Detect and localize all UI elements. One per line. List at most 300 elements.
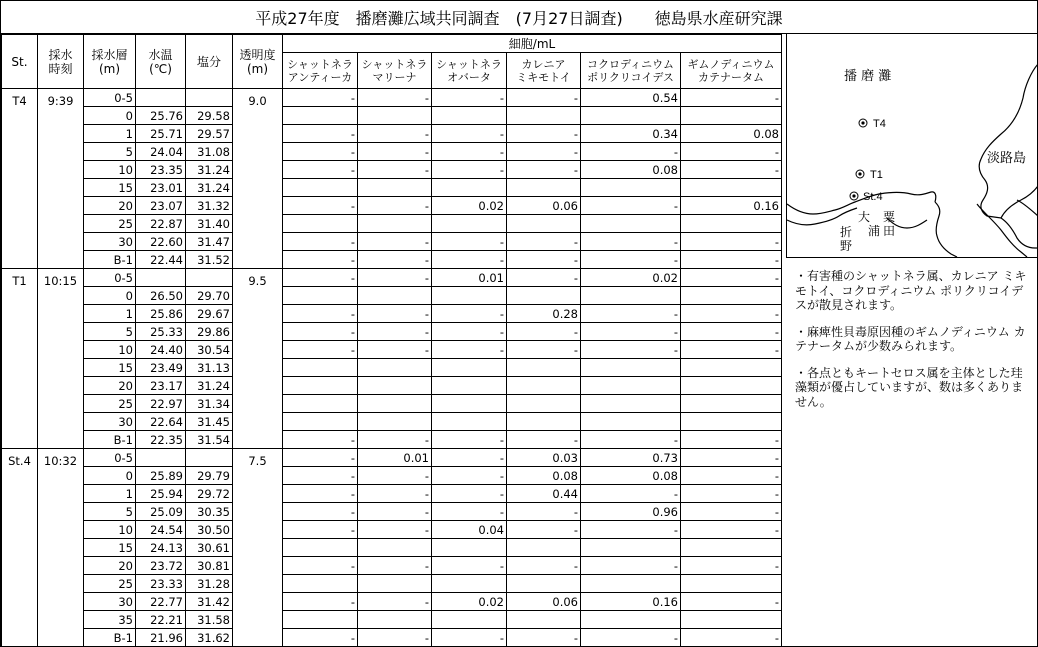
- cell-count: [507, 377, 581, 395]
- cell-count: -: [432, 629, 507, 647]
- cell-count: [432, 377, 507, 395]
- cell-count: 0.02: [432, 593, 507, 611]
- cell-count: 0.02: [432, 197, 507, 215]
- depth-cell: 1: [84, 485, 136, 503]
- cell-count: -: [507, 557, 581, 575]
- cell-count: 0.34: [581, 125, 681, 143]
- cell-count: [507, 179, 581, 197]
- cell-count: -: [358, 233, 432, 251]
- cell-count: [681, 539, 782, 557]
- cell-count: [581, 377, 681, 395]
- depth-cell: 30: [84, 233, 136, 251]
- depth-cell: B-1: [84, 251, 136, 269]
- table-row: [2, 413, 782, 431]
- cell-count: -: [432, 485, 507, 503]
- cell-count: -: [432, 251, 507, 269]
- cell-count: -: [358, 161, 432, 179]
- table-row: [2, 125, 782, 143]
- table-row: [2, 449, 782, 467]
- salinity-cell: 31.34: [186, 395, 233, 413]
- salinity-cell: 31.58: [186, 611, 233, 629]
- table-row: [2, 305, 782, 323]
- temperature-cell: [136, 89, 186, 107]
- salinity-cell: 31.24: [186, 161, 233, 179]
- cell-count: -: [681, 521, 782, 539]
- salinity-cell: 29.86: [186, 323, 233, 341]
- cell-count: 0.06: [507, 197, 581, 215]
- salinity-cell: 31.24: [186, 377, 233, 395]
- depth-cell: 10: [84, 161, 136, 179]
- cell-count: [432, 215, 507, 233]
- cell-count: [507, 575, 581, 593]
- table-body: [2, 89, 782, 647]
- cell-count: -: [581, 521, 681, 539]
- table-row: [2, 611, 782, 629]
- cell-count: -: [681, 305, 782, 323]
- cell-count: [283, 359, 358, 377]
- depth-cell: 5: [84, 323, 136, 341]
- cell-count: [681, 287, 782, 305]
- cell-count: -: [581, 485, 681, 503]
- cell-count: [432, 395, 507, 413]
- depth-cell: 15: [84, 539, 136, 557]
- table-row: [2, 431, 782, 449]
- cell-count: 0.96: [581, 503, 681, 521]
- table-row: [2, 395, 782, 413]
- salinity-cell: 31.08: [186, 143, 233, 161]
- salinity-cell: [186, 89, 233, 107]
- temperature-cell: 22.64: [136, 413, 186, 431]
- cell-count: [581, 359, 681, 377]
- map-drawing: [787, 34, 1038, 257]
- cell-count: [507, 107, 581, 125]
- map-label-place: 浦: [868, 224, 881, 238]
- cell-count: 0.08: [681, 125, 782, 143]
- cell-count: -: [283, 233, 358, 251]
- depth-cell: 1: [84, 125, 136, 143]
- temperature-cell: 23.33: [136, 575, 186, 593]
- cell-count: [358, 539, 432, 557]
- cell-count: -: [681, 629, 782, 647]
- cell-count: -: [283, 305, 358, 323]
- cell-count: -: [681, 323, 782, 341]
- cell-count: -: [358, 89, 432, 107]
- station-marker-t4: [859, 118, 886, 130]
- cell-count: [358, 395, 432, 413]
- transparency-cell: 9.0: [233, 89, 283, 269]
- cell-count: [581, 215, 681, 233]
- cell-count: -: [681, 485, 782, 503]
- cell-count: -: [507, 269, 581, 287]
- map-label-harima-nada: 播 磨 灘: [844, 69, 892, 84]
- cell-count: -: [507, 629, 581, 647]
- cell-count: [681, 359, 782, 377]
- cell-count: 0.06: [507, 593, 581, 611]
- cell-count: [507, 413, 581, 431]
- cell-count: [358, 215, 432, 233]
- cell-count: -: [681, 143, 782, 161]
- cell-count: -: [681, 251, 782, 269]
- transparency-cell: 9.5: [233, 269, 283, 449]
- header-transparency: 透明度 (m): [233, 35, 283, 89]
- cell-count: [681, 395, 782, 413]
- cell-count: -: [681, 269, 782, 287]
- cell-count: -: [681, 431, 782, 449]
- salinity-cell: 30.54: [186, 341, 233, 359]
- cell-count: -: [581, 197, 681, 215]
- cell-count: [283, 413, 358, 431]
- cell-count: [432, 179, 507, 197]
- temperature-cell: 23.17: [136, 377, 186, 395]
- note-diatoms: ・各点ともキートセロス属を主体とした珪藻類が優占していますが、数は多くありません。: [795, 365, 1024, 409]
- salinity-cell: 31.13: [186, 359, 233, 377]
- cell-count: -: [283, 197, 358, 215]
- cell-count: [581, 107, 681, 125]
- cell-count: [432, 611, 507, 629]
- table-row: [2, 233, 782, 251]
- temperature-cell: 23.07: [136, 197, 186, 215]
- cell-count: -: [358, 197, 432, 215]
- depth-cell: 25: [84, 575, 136, 593]
- cell-count: 0.28: [507, 305, 581, 323]
- cell-count: -: [507, 125, 581, 143]
- cell-count: -: [358, 305, 432, 323]
- cell-count: [358, 575, 432, 593]
- cell-count: -: [432, 161, 507, 179]
- cell-count: -: [581, 233, 681, 251]
- temperature-cell: 22.21: [136, 611, 186, 629]
- cell-count: -: [358, 323, 432, 341]
- station-map: [786, 34, 1038, 258]
- cell-count: -: [581, 557, 681, 575]
- station-marker-st4: [850, 191, 883, 203]
- cell-count: -: [283, 557, 358, 575]
- temperature-cell: 25.71: [136, 125, 186, 143]
- station-name: T1: [2, 269, 38, 449]
- temperature-cell: [136, 449, 186, 467]
- cell-count: [581, 179, 681, 197]
- cell-count: [432, 413, 507, 431]
- cell-count: [358, 107, 432, 125]
- cell-count: -: [283, 341, 358, 359]
- table-row: [2, 89, 782, 107]
- temperature-cell: 24.13: [136, 539, 186, 557]
- note-harmful-species: ・有害種のシャットネラ属、カレニア ミキモトイ、コクロディニウム ポリクリコイデスが散見されます。: [795, 269, 1027, 312]
- cell-count: -: [358, 269, 432, 287]
- salinity-cell: 29.72: [186, 485, 233, 503]
- cell-count: -: [507, 161, 581, 179]
- cell-count: [681, 179, 782, 197]
- svg-text:T1: T1: [870, 169, 883, 181]
- salinity-cell: 29.57: [186, 125, 233, 143]
- temperature-cell: 21.96: [136, 629, 186, 647]
- cell-count: -: [507, 89, 581, 107]
- header-time: 採水 時刻: [38, 35, 84, 89]
- notes: [795, 269, 1031, 421]
- temperature-cell: 22.60: [136, 233, 186, 251]
- cell-count: -: [358, 143, 432, 161]
- cell-count: [358, 287, 432, 305]
- svg-text:T4: T4: [873, 118, 886, 130]
- map-label-place: 田: [883, 224, 896, 238]
- cell-count: [681, 215, 782, 233]
- table-row: [2, 251, 782, 269]
- depth-cell: 0: [84, 287, 136, 305]
- temperature-cell: 22.44: [136, 251, 186, 269]
- cell-count: -: [283, 161, 358, 179]
- depth-cell: 10: [84, 341, 136, 359]
- depth-cell: 25: [84, 395, 136, 413]
- table-row: [2, 485, 782, 503]
- depth-cell: 20: [84, 197, 136, 215]
- cell-count: -: [507, 251, 581, 269]
- cell-count: [507, 539, 581, 557]
- cell-count: -: [283, 323, 358, 341]
- cell-count: [507, 611, 581, 629]
- cell-count: -: [283, 593, 358, 611]
- table-row: [2, 557, 782, 575]
- cell-count: -: [681, 557, 782, 575]
- cell-count: 0.73: [581, 449, 681, 467]
- table-row: [2, 341, 782, 359]
- temperature-cell: 22.87: [136, 215, 186, 233]
- cell-count: [581, 395, 681, 413]
- cell-count: -: [581, 143, 681, 161]
- cell-count: -: [581, 305, 681, 323]
- cell-count: 0.01: [432, 269, 507, 287]
- cell-count: 0.02: [581, 269, 681, 287]
- cell-count: [581, 413, 681, 431]
- cell-count: [681, 107, 782, 125]
- sample-time: 10:32: [38, 449, 84, 647]
- temperature-cell: 23.01: [136, 179, 186, 197]
- note-psp-species: ・麻痺性貝毒原因種のギムノディニウム カテナータムが少数みられます。: [795, 324, 1026, 353]
- cell-count: 0.08: [581, 467, 681, 485]
- temperature-cell: 23.35: [136, 161, 186, 179]
- cell-count: [283, 377, 358, 395]
- depth-cell: 20: [84, 377, 136, 395]
- salinity-cell: 29.58: [186, 107, 233, 125]
- depth-cell: 10: [84, 521, 136, 539]
- cell-count: -: [507, 521, 581, 539]
- cell-count: -: [507, 143, 581, 161]
- cell-count: -: [283, 467, 358, 485]
- cell-count: -: [681, 593, 782, 611]
- cell-count: -: [283, 269, 358, 287]
- cell-count: -: [358, 431, 432, 449]
- header-species: カレニア ミキモトイ: [507, 53, 581, 89]
- cell-count: -: [358, 629, 432, 647]
- cell-count: -: [432, 143, 507, 161]
- salinity-cell: 31.24: [186, 179, 233, 197]
- cell-count: -: [507, 341, 581, 359]
- temperature-cell: 24.40: [136, 341, 186, 359]
- cell-count: -: [358, 521, 432, 539]
- cell-count: -: [358, 341, 432, 359]
- depth-cell: 0-5: [84, 269, 136, 287]
- salinity-cell: [186, 269, 233, 287]
- cell-count: 0.54: [581, 89, 681, 107]
- cell-count: -: [581, 629, 681, 647]
- depth-cell: 0: [84, 107, 136, 125]
- temperature-cell: 25.86: [136, 305, 186, 323]
- cell-count: -: [432, 341, 507, 359]
- salinity-cell: 31.32: [186, 197, 233, 215]
- salinity-cell: 30.61: [186, 539, 233, 557]
- cell-count: [681, 611, 782, 629]
- table-row: [2, 215, 782, 233]
- salinity-cell: [186, 449, 233, 467]
- table-row: [2, 467, 782, 485]
- table-row: [2, 359, 782, 377]
- header-species: シャットネラ オバータ: [432, 53, 507, 89]
- map-label-place: 野: [840, 239, 853, 253]
- depth-cell: 30: [84, 593, 136, 611]
- cell-count: [358, 413, 432, 431]
- depth-cell: 30: [84, 413, 136, 431]
- cell-count: 0.08: [507, 467, 581, 485]
- cell-count: -: [681, 161, 782, 179]
- cell-count: -: [283, 521, 358, 539]
- salinity-cell: 31.52: [186, 251, 233, 269]
- temperature-cell: 23.72: [136, 557, 186, 575]
- cell-count: -: [358, 593, 432, 611]
- depth-cell: 35: [84, 611, 136, 629]
- cell-count: -: [681, 503, 782, 521]
- station-name: T4: [2, 89, 38, 269]
- cell-count: [283, 395, 358, 413]
- cell-count: -: [283, 143, 358, 161]
- depth-cell: 15: [84, 359, 136, 377]
- cell-count: [432, 287, 507, 305]
- temperature-cell: 25.94: [136, 485, 186, 503]
- table-row: [2, 539, 782, 557]
- header-cells-unit: 細胞/mL: [283, 35, 782, 53]
- cell-count: [358, 359, 432, 377]
- salinity-cell: 31.40: [186, 215, 233, 233]
- depth-cell: B-1: [84, 431, 136, 449]
- station-name: St.4: [2, 449, 38, 647]
- cell-count: [507, 215, 581, 233]
- cell-count: [581, 575, 681, 593]
- table-row: [2, 107, 782, 125]
- cell-count: [507, 395, 581, 413]
- cell-count: -: [432, 89, 507, 107]
- depth-cell: 15: [84, 179, 136, 197]
- cell-count: -: [432, 125, 507, 143]
- sample-time: 9:39: [38, 89, 84, 269]
- cell-count: -: [507, 431, 581, 449]
- depth-cell: 5: [84, 143, 136, 161]
- salinity-cell: 31.47: [186, 233, 233, 251]
- table-row: [2, 323, 782, 341]
- cell-count: -: [358, 125, 432, 143]
- table-row: [2, 197, 782, 215]
- cell-count: [432, 359, 507, 377]
- cell-count: -: [681, 467, 782, 485]
- report-title: 平成27年度 播磨灘広域共同調査 (7月27日調査) 徳島県水産研究課: [1, 1, 1037, 34]
- cell-count: -: [432, 449, 507, 467]
- cell-count: [432, 575, 507, 593]
- map-label-place: 粟: [883, 210, 896, 224]
- cell-count: -: [581, 431, 681, 449]
- depth-cell: 0-5: [84, 449, 136, 467]
- salinity-cell: 30.35: [186, 503, 233, 521]
- header-species: コクロディニウム ポリクリコイデス: [581, 53, 681, 89]
- salinity-cell: 31.62: [186, 629, 233, 647]
- cell-count: -: [283, 89, 358, 107]
- cell-count: -: [432, 557, 507, 575]
- cell-count: 0.03: [507, 449, 581, 467]
- cell-count: -: [358, 557, 432, 575]
- cell-count: [358, 377, 432, 395]
- cell-count: 0.16: [681, 197, 782, 215]
- cell-count: [358, 611, 432, 629]
- cell-count: -: [432, 305, 507, 323]
- salinity-cell: 29.67: [186, 305, 233, 323]
- cell-count: -: [283, 503, 358, 521]
- cell-count: -: [681, 233, 782, 251]
- temperature-cell: [136, 269, 186, 287]
- cell-count: -: [432, 233, 507, 251]
- cell-count: [283, 287, 358, 305]
- cell-count: [681, 413, 782, 431]
- header-salinity: 塩分: [186, 35, 233, 89]
- temperature-cell: 25.89: [136, 467, 186, 485]
- cell-count: [283, 575, 358, 593]
- header-species: シャットネラ アンティーカ: [283, 53, 358, 89]
- cell-count: [507, 359, 581, 377]
- cell-count: -: [358, 503, 432, 521]
- cell-count: -: [283, 251, 358, 269]
- cell-count: -: [358, 467, 432, 485]
- cell-count: -: [681, 341, 782, 359]
- table-row: [2, 575, 782, 593]
- table-row: [2, 377, 782, 395]
- salinity-cell: 29.79: [186, 467, 233, 485]
- header-temperature: 水温 (℃): [136, 35, 186, 89]
- temperature-cell: 26.50: [136, 287, 186, 305]
- salinity-cell: 29.70: [186, 287, 233, 305]
- depth-cell: 0-5: [84, 89, 136, 107]
- cell-count: [283, 215, 358, 233]
- table-row: [2, 629, 782, 647]
- map-label-awaji-island: 淡路島: [987, 151, 1027, 166]
- cell-count: -: [283, 125, 358, 143]
- cell-count: -: [432, 323, 507, 341]
- salinity-cell: 31.42: [186, 593, 233, 611]
- cell-count: -: [581, 251, 681, 269]
- cell-count: -: [283, 629, 358, 647]
- cell-count: [681, 575, 782, 593]
- table-row: [2, 269, 782, 287]
- cell-count: -: [283, 449, 358, 467]
- temperature-cell: 22.35: [136, 431, 186, 449]
- salinity-cell: 30.81: [186, 557, 233, 575]
- cell-count: -: [283, 485, 358, 503]
- cell-count: 0.44: [507, 485, 581, 503]
- depth-cell: 25: [84, 215, 136, 233]
- header-species: シャットネラ マリーナ: [358, 53, 432, 89]
- temperature-cell: 22.97: [136, 395, 186, 413]
- cell-count: [283, 539, 358, 557]
- cell-count: -: [681, 89, 782, 107]
- cell-count: 0.16: [581, 593, 681, 611]
- temperature-cell: 22.77: [136, 593, 186, 611]
- table-row: [2, 287, 782, 305]
- cell-count: -: [507, 233, 581, 251]
- cell-count: -: [581, 323, 681, 341]
